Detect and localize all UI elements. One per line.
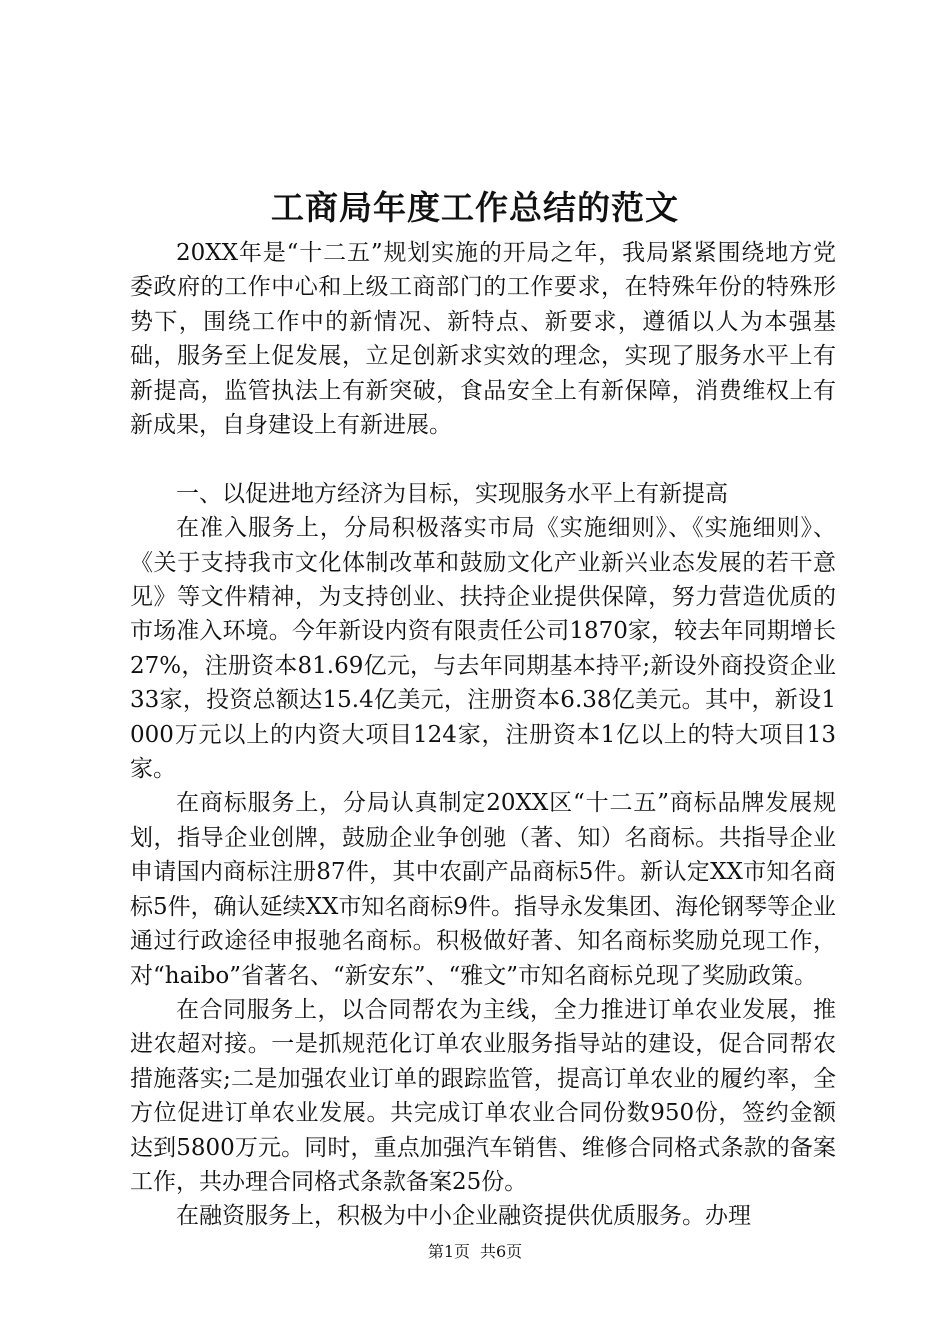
document-body: [130, 236, 836, 1234]
intro-paragraph: 20XX年是“十二五”规划实施的开局之年，我局紧紧围绕地方党委政府的工作中心和上级工商部门的工作要求，在特殊年份的特殊形势下，围绕工作中的新情况、新特点、新要求，遵循以人为本强基础，服务至上促发展，立足创新求实效的理念，实现了服务水平上有新提高，监管执法上有新突破，食品安全上有新保障，消费维权上有新成果，自身建设上有新进展。: [130, 240, 836, 439]
body-paragraph: 在融资服务上，积极为中小企业融资提供优质服务。办理: [176, 1203, 751, 1230]
body-paragraph: 在准入服务上，分局积极落实市局《实施细则》、《实施细则》、《关于支持我市文化体制改革和鼓励文化产业新兴业态发展的若干意见》等文件精神，为支持创业、扶持企业提供保障，努力营造优质的市场准入环境。今年新设内资有限责任公司1870家，较去年同期增长27%，注册资本81.69亿元，与去年同期基本持平;新设外商投资企业33家，投资总额达15.4亿美元，注册资本6.38亿美元。其中，新设1000万元以上的内资大项目124家，注册资本1亿以上的特大项目13家。: [130, 515, 836, 783]
body-paragraph: 在合同服务上，以合同帮农为主线，全力推进订单农业发展，推进农超对接。一是抓规范化订单农业服务指导站的建设，促合同帮农措施落实;二是加强农业订单的跟踪监管，提高订单农业的履约率，全方位促进订单农业发展。共完成订单农业合同份数950份，签约金额达到5800万元。同时，重点加强汽车销售、维修合同格式条款的备案工作，共办理合同格式条款备案25份。: [130, 996, 836, 1195]
page-number: 第1页: [427, 1242, 470, 1261]
body-paragraph: 在商标服务上，分局认真制定20XX区“十二五”商标品牌发展规划，指导企业创牌，鼓励企业争创驰（著、知）名商标。共指导企业申请国内商标注册87件，其中农副产品商标5件。新认定XX市知名商标5件，确认延续XX市知名商标9件。指导永发集团、海伦钢琴等企业通过行政途径申报驰名商标。积极做好著、知名商标奖励兑现工作，对“haibo”省著名、“新安东”、“雅文”市知名商标兑现了奖励政策。: [130, 790, 837, 989]
page-total: 共6页: [480, 1242, 523, 1261]
section-heading: 一、以促进地方经济为目标，实现服务水平上有新提高: [176, 480, 728, 507]
page-footer: [0, 1240, 950, 1264]
document-title: 工商局年度工作总结的范文: [271, 188, 679, 227]
